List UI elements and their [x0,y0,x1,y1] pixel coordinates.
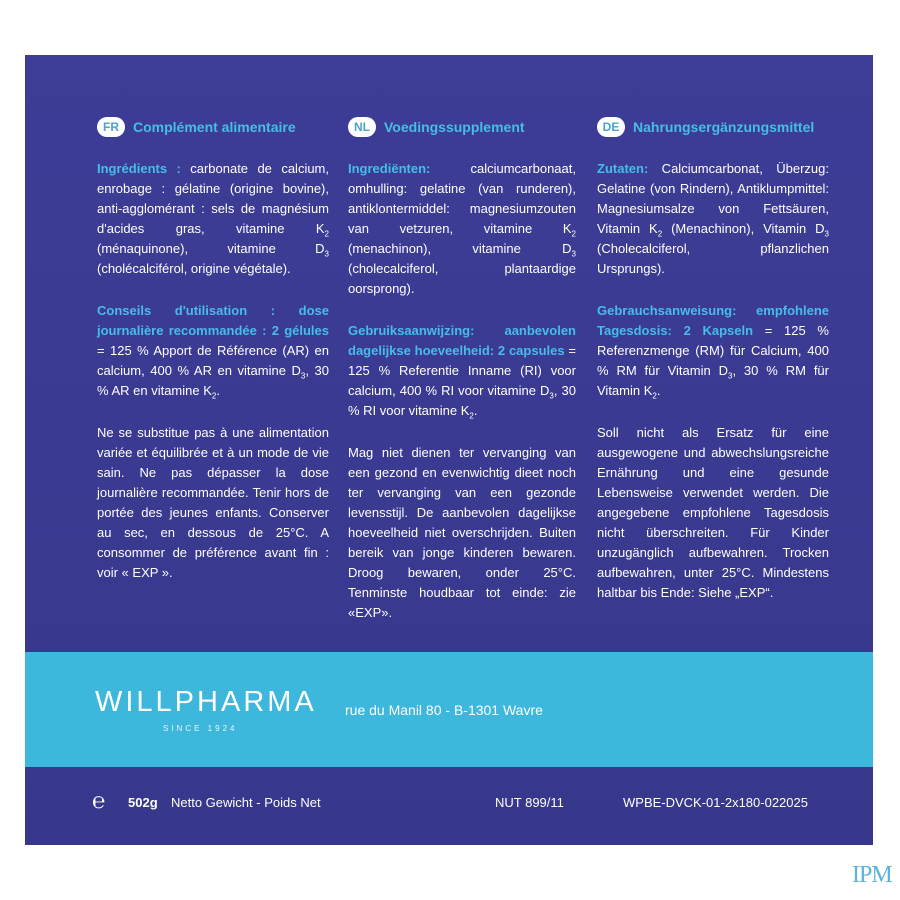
column-title-de: Nahrungsergänzungsmittel [633,119,815,135]
nut-number: NUT 899/11 [495,795,564,810]
ingredients-de: Zutaten: Calciumcarbonat, Überzug: Gelatine (von Rindern), Antiklumpmittel: Magnesiumsalze von Fettsäuren, Vitamin $K_2$ (Menachinon), Vitamin $D_3$ (Cholecalciferol, pflanzlichen Ursprungs). [597,161,829,276]
ingredients-label-nl: Ingrediënten: [348,161,431,176]
language-badge-nl: NL [348,117,376,137]
column-header-fr [97,115,329,139]
usage-label-nl: Gebruiksaanwijzing: aanbevolen dagelijkse hoeveelheid: 2 capsules [348,323,576,358]
column-de [597,115,829,625]
column-title-fr: Complément alimentaire [133,119,296,135]
estimated-sign-icon: ℮ [92,788,106,813]
column-fr [97,115,329,605]
warnings-fr: Ne se substitue pas à une alimentation variée et équilibrée et à un mode de vie sain. Ne pas dépasser la dose journalière recommandée. Tenir hors de portée des jeunes enfants. Conserver au sec, en dessous de 25°C. A consommer de préférence avant fin : voir « EXP ». [97,425,329,580]
column-header-de [597,115,829,139]
language-badge-fr: FR [97,117,125,137]
usage-label-fr: Conseils d'utilisation : dose journalière recommandée : 2 gélules [97,303,329,338]
ingredients-label-fr: Ingrédients : [97,161,181,176]
warnings-de: Soll nicht als Ersatz für eine ausgewogene und abwechslungsreiche Ernährung und eine gesunde Lebensweise verwendet werden. Die angegebene empfohlene Tagesdosis nicht überschreiten. Für Kinder unzugänglich aufbewahren. Trocken aufbewahren, unter 25°C. Mindestens haltbar bis Ende: Siehe „EXP“. [597,425,829,600]
language-badge-de: DE [597,117,625,137]
corner-logo: IPM [852,862,892,888]
brand-address: rue du Manil 80 - B-1301 Wavre [345,702,543,718]
column-header-nl [348,115,576,139]
product-code: WPBE-DVCK-01-2x180-022025 [623,795,808,810]
ingredients-fr: Ingrédients : carbonate de calcium, enrobage : gélatine (origine bovine), anti-agglomérant : sels de magnésium d'acides gras, vitamine $K_2$ (ménaquinone), vitamine $D_3$ (cholécalciférol, origine végétale). [97,161,329,276]
usage-fr: Conseils d'utilisation : dose journalière recommandée : 2 gélules = 125 % Apport de Référence (AR) en calcium, 400 % AR en vitamine $D_3$, 30 % AR en vitamine $K_2$. [97,303,329,401]
warnings-nl: Mag niet dienen ter vervanging van een gezond en evenwichtig dieet noch ter vervanging van een gezonde levensstijl. De aanbevolen dagelijkse hoeveelheid niet overschrijden. Buiten bereik van jonge kinderen bewaren. Droog bewaren, onder 25°C. Tenminste houdbaar tot einde: zie «EXP». [348,445,576,620]
usage-nl: Gebruiksaanwijzing: aanbevolen dagelijkse hoeveelheid: 2 capsules = 125 % Referentie Inname (RI) voor calcium, 400 % RI voor vitamine $D_3$, 30 % RI voor vitamine $K_2$. [348,323,576,421]
product-label-panel [25,55,873,845]
net-weight: 502g [128,795,158,810]
net-weight-label: Netto Gewicht - Poids Net [171,795,321,810]
column-title-nl: Voedingssupplement [384,119,525,135]
ingredients-label-de: Zutaten: [597,161,649,176]
ingredients-nl: Ingrediënten: calciumcarbonaat, omhulling: gelatine (van runderen), antiklontermiddel: magnesiumzouten van vetzuren, vitamine $K_2$ (menachinon), vitamine $D_3$ (cholecalciferol, plantaardige oorsprong). [348,161,576,296]
brand-since: SINCE 1924 [163,724,238,733]
brand-logo: WILLPHARMA [95,686,317,718]
brand-band [25,652,873,767]
column-nl [348,115,576,645]
usage-label-de: Gebrauchsanweisung: empfohlene Tagesdosis: 2 Kapseln [597,303,829,338]
footer [25,788,873,821]
usage-de: Gebrauchsanweisung: empfohlene Tagesdosis: 2 Kapseln = 125 % Referenzmenge (RM) für Calcium, 400 % RM für Vitamin $D_3$, 30 % RM für Vitamin $K_2$. [597,303,829,401]
